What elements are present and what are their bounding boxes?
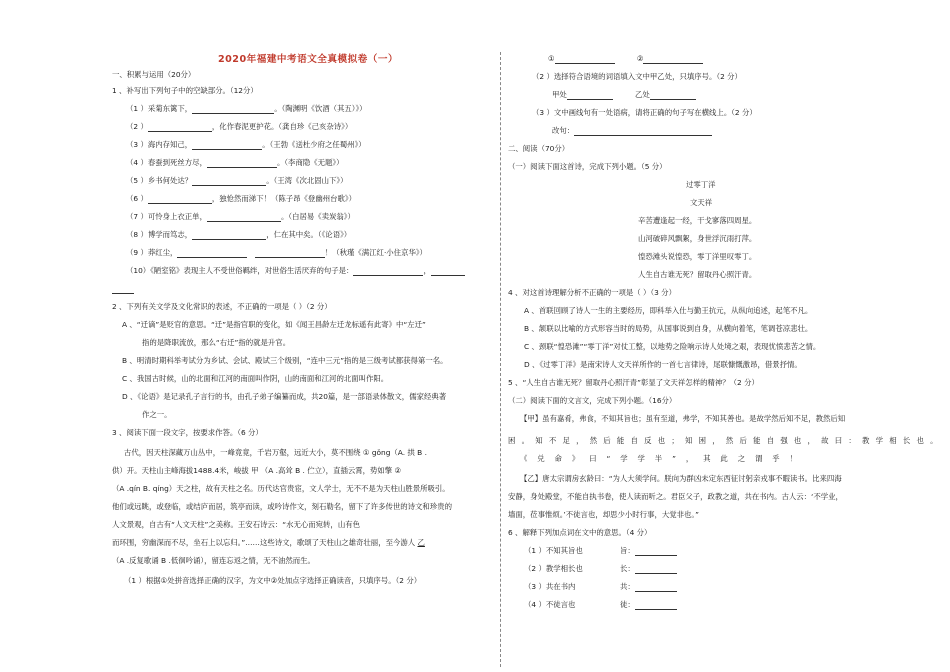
answer-blank[interactable] (567, 91, 613, 100)
passage-line-5: 人文景观，自古有“人文天柱”之美称。王安石诗云：“水无心而宛转，山有色 (112, 520, 360, 529)
answer-blank[interactable] (353, 267, 423, 276)
jia-text-line-1: 【甲】虽有嘉肴，弗食，不知其旨也；虽有至道，弗学，不知其善也。是故学然后知不足，教然后知 (520, 414, 846, 423)
answer-blank[interactable] (255, 249, 325, 258)
answer-blank[interactable] (643, 55, 703, 64)
q1-item-4: （4 ）春蚕到死丝方尽， 。（李商隐《无题》） (126, 158, 344, 167)
answer-blank[interactable] (192, 105, 274, 114)
answer-blank[interactable] (635, 547, 677, 556)
question-6: 6 、解释下列加点词在文中的意思。（4 分） (508, 528, 652, 537)
q3-sub-2: （2 ）选择符合语境的词语填入文中甲乙处，只填序号。（2 分） (532, 72, 742, 81)
q1-item-9: （9 ）莽红尘， ！（秋瑾《满江红·小住京华》） (126, 248, 427, 257)
q3-sub-3: （3 ）文中画线句有一处语病，请将正确的句子写在横线上。（2 分） (532, 108, 757, 117)
answer-blank[interactable] (555, 55, 615, 64)
answer-blank[interactable] (431, 267, 465, 276)
yi-text-line-1: 【乙】唐太宗谓房玄龄曰：“为人大须学问。朕向为群凶未定东西征讨躬亲戎事不暇读书。比来四海 (520, 474, 842, 483)
answer-blank[interactable] (148, 195, 212, 204)
question-1: 1 、补写出下列句子中的空缺部分。（12分） (112, 86, 258, 95)
q1-item-1: （1 ）采菊东篱下， 。（陶渊明《饮酒（其五）》） (126, 104, 367, 113)
answer-blank[interactable] (192, 177, 266, 186)
yi-text-line-2: 安静，身处殿堂，不能自执书卷，使人读而听之。君臣父子，政教之道，共在书内。古人云：‘不学业， (508, 492, 843, 501)
q2-option-b: B 、明清时期科举考试分为乡试、会试、殿试三个级别，“连中三元”指的是三级考试都获得第一名。 (122, 356, 448, 365)
column-divider (500, 52, 501, 667)
q1-item-10: （10）《陋室铭》表现主人不受世俗羁绊，对世俗生活厌弃的句子是： ， (126, 266, 465, 276)
section-2-heading: 二、阅读（70分） (508, 144, 570, 153)
q2-option-c: C 、我国古时候，山的北面和江河的南面叫作阴，山的南面和江河的北面叫作阳。 (122, 374, 389, 383)
answer-blank[interactable] (574, 127, 712, 136)
q3-sub-1: （1 ）根据①处拼音选择正确的汉字，为文中②处加点字选择正确读音，只填序号。（2 分） (124, 576, 422, 585)
poem-author: 文天祥 (690, 198, 713, 207)
q2-option-d: D 、《论语》是记录孔子言行的书，由孔子弟子编纂而成，共20篇，是一部语录体散文，儒家经典著 (122, 392, 447, 401)
question-2: 2 、下列有关文学及文化常识的表述，不正确的一项是（ ）（2 分） (112, 302, 332, 311)
q6-item-1: （1 ）不知其旨也 旨： (524, 546, 677, 556)
answer-blank[interactable] (112, 285, 134, 294)
q1-item-5: （5 ）乡书何处达？ 。（王湾《次北固山下》） (126, 176, 348, 185)
answer-blank[interactable] (635, 601, 677, 610)
q1-item-8: （8 ）博学而笃志， ，仁在其中矣。（《论语》） (126, 230, 352, 239)
q1-item-3: （3 ）海内存知己， 。（王勃《送杜少府之任蜀州》） (126, 140, 366, 149)
answer-blank[interactable] (207, 159, 277, 168)
q1-item-2: （2 ） ，化作春泥更护花。（龚自珍《己亥杂诗》） (126, 122, 353, 131)
question-4: 4 、对这首诗理解分析不正确的一项是（ ）（3 分） (508, 288, 676, 297)
question-3: 3 、阅读下面一段文字，按要求作答。（6 分） (112, 428, 263, 437)
poem-line: 山河破碎风飘絮，身世浮沉雨打萍。 (638, 234, 757, 243)
jia-text-line-3: 《兑命》曰“学学半”，其此之谓乎！ (520, 454, 800, 463)
q2-option-a: A 、“迁谪”是贬官的意思。“迁”是指官职的变化，如《闻王昌龄左迁龙标遥有此寄》中“左迁” (122, 320, 426, 329)
passage-line-7: （A .反复歌诵 B .低徊吟诵），留连忘返之情，无不油然而生。 (112, 556, 315, 565)
answer-blank[interactable] (177, 249, 247, 258)
section-1-heading: 一、积累与运用（20分） (112, 70, 196, 79)
passage-line-6: 而环围，穷幽深而不尽，坐石上以忘归。”……这些诗文，歌颂了天柱山之雄奇壮丽，至今游人 乙 (112, 538, 425, 547)
answer-blank[interactable] (148, 123, 212, 132)
q4-option-b: B 、颔联以比喻的方式形容当时的局势，从国事说到自身，从横向着笔，笔调苍凉悲壮。 (524, 324, 813, 333)
jia-yi-answer: 甲处 乙处 (552, 90, 696, 100)
q6-item-2: （2 ）教学相长也 长： (524, 564, 677, 574)
q1-item-6: （6 ） ，独怆然而涕下！（陈子昂《登幽州台歌》） (126, 194, 356, 203)
part-1-heading: （一）阅读下面这首诗，完成下列小题。（5 分） (508, 162, 667, 171)
jia-text-line-2: 困。知不足，然后能自反也；知困，然后能自强也，故曰：教学相长也。 (508, 436, 940, 445)
q6-item-4: （4 ）不徒言也 徒： (524, 600, 677, 610)
poem-line: 人生自古谁无死？留取丹心照汗青。 (638, 270, 757, 279)
answer-blank[interactable] (207, 213, 281, 222)
poem-title: 过零丁洋 (686, 180, 716, 189)
part-2-heading: （二）阅读下面的文言文，完成下列小题。（16分） (508, 396, 677, 405)
q4-option-c: C 、颈联“惶恐滩”“零丁洋”对仗工整，以地势之险响示诗人处境之艰，表现忧愤悲苦之情。 (524, 342, 821, 351)
question-5: 5 、“人生自古谁无死？留取丹心照汗青”彰显了文天祥怎样的精神？（2 分） (508, 378, 759, 387)
q2-option-d-cont: 作之一。 (142, 410, 172, 419)
answer-blank[interactable] (650, 91, 696, 100)
answer-blank[interactable] (635, 565, 677, 574)
revised-sentence: 改句： (552, 126, 712, 136)
poem-line: 辛苦遭逢起一经，干戈寥落四周星。 (638, 216, 757, 225)
q4-option-a: A 、首联回顾了诗人一生的主要经历，即科举入仕与勤王抗元，从纵向追述，起笔不凡。 (524, 306, 813, 315)
yi-text-line-3: 墙面，莅事惟烦。’不徒言也，却思少小时行事，大觉非也。” (508, 510, 699, 519)
poem-line: 惶恐滩头说惶恐，零丁洋里叹零丁。 (638, 252, 757, 261)
answer-blank[interactable] (635, 583, 677, 592)
q4-option-d: D 、《过零丁洋》是南宋诗人文天祥所作的一首七言律诗，尾联慷慨激昂，借景抒情。 (524, 360, 802, 369)
q6-item-3: （3 ）共在书内 共： (524, 582, 677, 592)
q2-option-a-cont: 指的是降职流放，那么“右迁”指的就是升官。 (142, 338, 291, 347)
page-title: 2020年福建中考语文全真模拟卷（一） (217, 54, 399, 65)
answer-blank[interactable] (192, 231, 266, 240)
passage-line-4: 他们或远眺，或登临，或结庐而居，筑亭而读，或吟诗作文，刻石勒名，留下了许多传世的诗文和珍贵的 (112, 502, 452, 511)
answer-1-line: ① ② (548, 54, 703, 64)
passage-line-3: （A .qín B. qíng）天之柱，故有天柱之名。历代达官贵宦，文人学士，无不不是为天柱山胜景所吸引。 (112, 484, 450, 493)
passage-line-1: 古代，因天柱深藏万山丛中，一峰竟竟，千岩万壑，远近大小，莫不围绕 ① gǒng（A. 拱 B . (124, 448, 427, 457)
q1-item-7: （7 ）可怜身上衣正单， 。（白居易《卖炭翁》） (126, 212, 355, 221)
passage-line-2: 供）开。天柱山主峰海拔1488.4米，峻拔 甲 （A .高耸 B . 伫立），直插云霄，势如擎 ② (112, 466, 402, 475)
blank-yi: 乙 (417, 538, 425, 547)
answer-blank[interactable] (192, 141, 262, 150)
